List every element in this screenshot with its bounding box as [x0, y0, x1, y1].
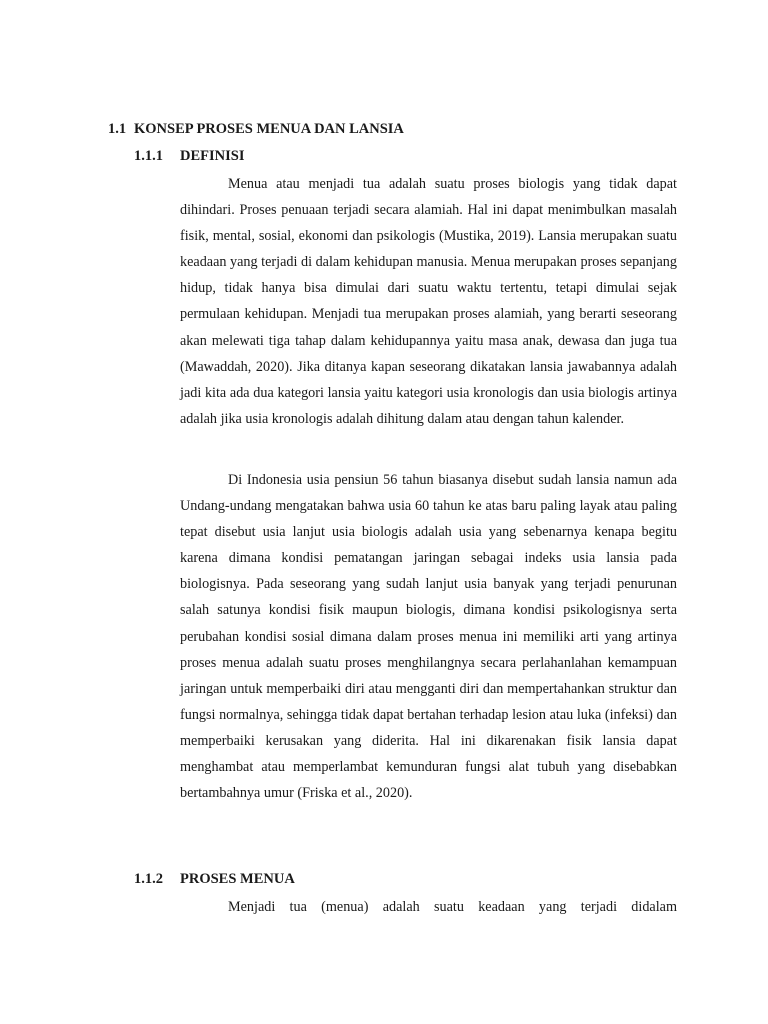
section-number: 1.1 [108, 121, 127, 137]
subsection-title: DEFINISI [180, 148, 245, 164]
section-heading [108, 119, 404, 139]
paragraph-definisi-2: Di Indonesia usia pensiun 56 tahun biasanya disebut sudah lansia namun ada Undang-undang mengatakan bahwa usia 60 tahun ke atas baru paling layak atau paling tepat disebut usia lanjut usia biologis adalah usia yang sebenarnya kenapa begitu karena dimana kondisi pematangan jaringan sebagai indeks usia lansia pada biologisnya. Pada seseorang yang sudah lanjut usia banyak yang terjadi penurunan salah satunya kondisi fisik maupun biologis, dimana kondisi psikologisnya serta perubahan kondisi sosial dimana dalam proses menua ini memiliki arti yang artinya proses menua adalah suatu proses menghilangnya secara perlahanlahan kemampuan jaringan untuk memperbaiki diri atau mengganti diri dan mempertahankan struktur dan fungsi normalnya, sehingga tidak dapat bertahan terhadap lesion atau luka (infeksi) dan memperbaiki kerusakan yang diderita. Hal ini dikarenakan fisik lansia dapat menghambat atau memperlambat kemunduran fungsi alat tubuh yang disebabkan bertambahnya umur (Friska et al., 2020). [180, 472, 677, 802]
subsection-number: 1.1.1 [134, 148, 163, 164]
paragraph-proses-menua-1: Menjadi tua (menua) adalah suatu keadaan yang terjadi didalam [228, 899, 677, 915]
subsection-number: 1.1.2 [134, 871, 163, 887]
subsection-heading-proses-menua [134, 869, 295, 889]
paragraph-definisi-1: Menua atau menjadi tua adalah suatu proses biologis yang tidak dapat dihindari. Proses penuaan terjadi secara alamiah. Hal ini dapat menimbulkan masalah fisik, mental, sosial, ekonomi dan psikologis (Mustika, 2019). Lansia merupakan suatu keadaan yang terjadi di dalam kehidupan manusia. Menua merupakan proses sepanjang hidup, tidak hanya bisa dimulai dari suatu waktu tertentu, tetapi dimulai sejak permulaan kehidupan. Menjadi tua merupakan proses alamiah, yang berarti seseorang akan melewati tiga tahap dalam kehidupannya yaitu masa anak, dewasa dan juga tua (Mawaddah, 2020). Jika ditanya kapan seseorang dikatakan lansia jawabannya adalah jadi kita ada dua kategori lansia yaitu kategori usia kronologis dan usia biologis artinya adalah jika usia kronologis adalah dihitung dalam atau dengan tahun kalender. [180, 176, 677, 427]
subsection-heading-definisi [134, 146, 244, 166]
subsection-title: PROSES MENUA [180, 871, 295, 887]
section-title: KONSEP PROSES MENUA DAN LANSIA [134, 121, 404, 137]
